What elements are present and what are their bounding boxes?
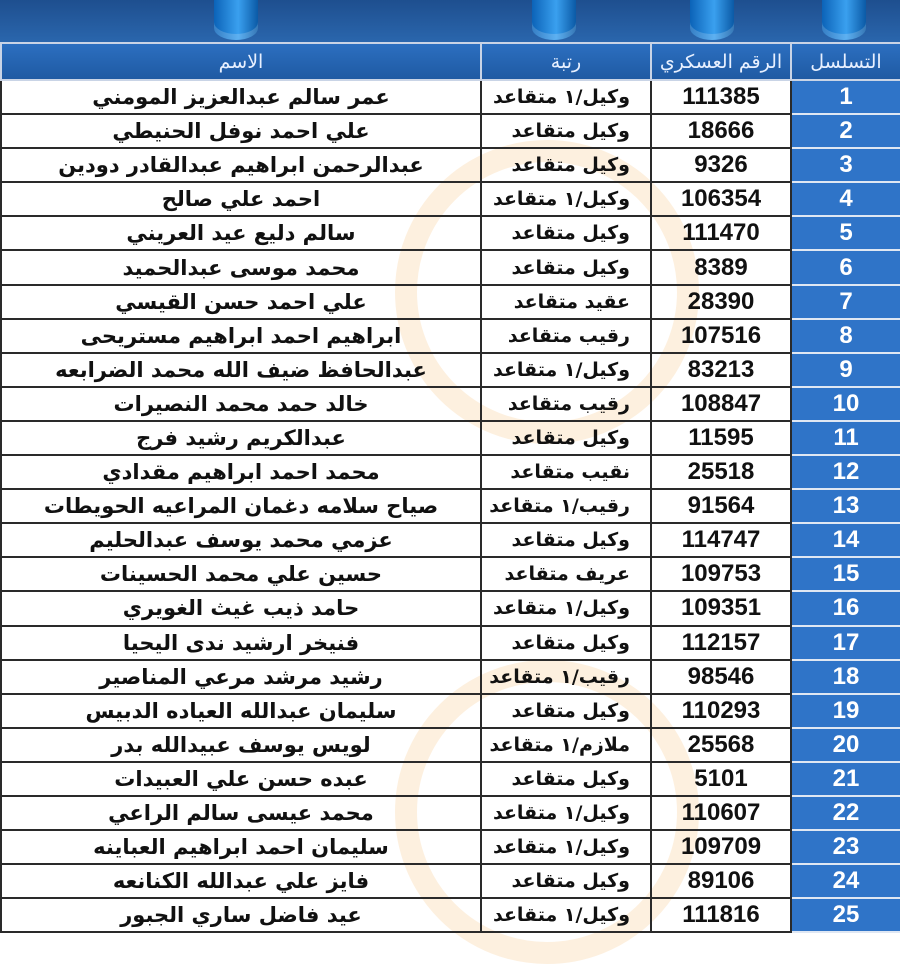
row-name: محمد عيسى سالم الراعي [1, 796, 481, 830]
table-row [1, 762, 900, 796]
table-row [1, 660, 900, 694]
table-row [1, 148, 900, 182]
row-name: فايز علي عبدالله الكنانعه [1, 864, 481, 898]
row-rank: وكيل/١ متقاعد [481, 353, 651, 387]
row-name: صياح سلامه دغمان المراعيه الحويطات [1, 489, 481, 523]
row-sequence: 25 [791, 898, 900, 932]
row-sequence: 9 [791, 353, 900, 387]
row-military-number: 111385 [651, 80, 791, 114]
row-sequence: 17 [791, 626, 900, 660]
table-row [1, 455, 900, 489]
row-rank: وكيل متقاعد [481, 626, 651, 660]
row-rank: وكيل متقاعد [481, 694, 651, 728]
table-row [1, 80, 900, 114]
row-name: حسين علي محمد الحسينات [1, 557, 481, 591]
row-name: حامد ذيب غيث الغويري [1, 591, 481, 625]
row-sequence: 3 [791, 148, 900, 182]
row-military-number: 111470 [651, 216, 791, 250]
table-row [1, 523, 900, 557]
row-sequence: 22 [791, 796, 900, 830]
row-military-number: 8389 [651, 250, 791, 284]
column-header-name: الاسم [1, 43, 481, 80]
row-name: عيد فاضل ساري الجبور [1, 898, 481, 932]
row-sequence: 18 [791, 660, 900, 694]
row-name: عبدالرحمن ابراهيم عبدالقادر دودين [1, 148, 481, 182]
table-row [1, 421, 900, 455]
row-military-number: 11595 [651, 421, 791, 455]
table-row [1, 557, 900, 591]
row-rank: وكيل متقاعد [481, 216, 651, 250]
row-rank: وكيل/١ متقاعد [481, 898, 651, 932]
row-rank: وكيل متقاعد [481, 148, 651, 182]
row-sequence: 11 [791, 421, 900, 455]
row-name: خالد حمد محمد النصيرات [1, 387, 481, 421]
table-row [1, 114, 900, 148]
row-name: سليمان عبدالله العياده الدبيس [1, 694, 481, 728]
table-row [1, 387, 900, 421]
row-military-number: 109753 [651, 557, 791, 591]
row-sequence: 13 [791, 489, 900, 523]
row-rank: وكيل/١ متقاعد [481, 182, 651, 216]
row-military-number: 111816 [651, 898, 791, 932]
table-row [1, 285, 900, 319]
header-decoration [214, 0, 258, 40]
row-sequence: 2 [791, 114, 900, 148]
row-sequence: 21 [791, 762, 900, 796]
table-row [1, 591, 900, 625]
column-header-number: الرقم العسكري [651, 43, 791, 80]
row-sequence: 5 [791, 216, 900, 250]
row-sequence: 7 [791, 285, 900, 319]
row-military-number: 98546 [651, 660, 791, 694]
row-name: رشيد مرشد مرعي المناصير [1, 660, 481, 694]
header-banner [0, 0, 900, 42]
row-rank: وكيل متقاعد [481, 421, 651, 455]
row-name: فنيخر ارشيد ندى اليحيا [1, 626, 481, 660]
row-rank: وكيل/١ متقاعد [481, 830, 651, 864]
row-rank: رقيب/١ متقاعد [481, 660, 651, 694]
row-sequence: 23 [791, 830, 900, 864]
row-name: لويس يوسف عبيدالله بدر [1, 728, 481, 762]
personnel-table [0, 42, 900, 933]
row-sequence: 15 [791, 557, 900, 591]
table-row [1, 250, 900, 284]
table-row [1, 694, 900, 728]
row-name: عمر سالم عبدالعزيز المومني [1, 80, 481, 114]
row-rank: عقيد متقاعد [481, 285, 651, 319]
header-decoration [822, 0, 866, 40]
row-rank: وكيل/١ متقاعد [481, 80, 651, 114]
row-sequence: 8 [791, 319, 900, 353]
table-row [1, 898, 900, 932]
table-row [1, 728, 900, 762]
row-rank: وكيل متقاعد [481, 250, 651, 284]
row-rank: وكيل متقاعد [481, 864, 651, 898]
row-military-number: 25518 [651, 455, 791, 489]
row-name: محمد موسى عبدالحميد [1, 250, 481, 284]
row-sequence: 1 [791, 80, 900, 114]
row-military-number: 110293 [651, 694, 791, 728]
row-name: محمد احمد ابراهيم مقدادي [1, 455, 481, 489]
row-military-number: 114747 [651, 523, 791, 557]
row-name: ابراهيم احمد ابراهيم مستريحى [1, 319, 481, 353]
row-rank: ملازم/١ متقاعد [481, 728, 651, 762]
row-name: علي احمد نوفل الحنيطي [1, 114, 481, 148]
row-rank: رقيب متقاعد [481, 319, 651, 353]
row-military-number: 83213 [651, 353, 791, 387]
row-military-number: 89106 [651, 864, 791, 898]
row-military-number: 107516 [651, 319, 791, 353]
table-row [1, 319, 900, 353]
row-name: سالم دليع عيد العريني [1, 216, 481, 250]
row-rank: نقيب متقاعد [481, 455, 651, 489]
row-military-number: 106354 [651, 182, 791, 216]
row-military-number: 112157 [651, 626, 791, 660]
row-military-number: 110607 [651, 796, 791, 830]
table-row [1, 489, 900, 523]
row-rank: وكيل متقاعد [481, 762, 651, 796]
row-military-number: 5101 [651, 762, 791, 796]
row-sequence: 16 [791, 591, 900, 625]
row-rank: وكيل/١ متقاعد [481, 591, 651, 625]
table-row [1, 864, 900, 898]
row-military-number: 18666 [651, 114, 791, 148]
row-rank: وكيل متقاعد [481, 523, 651, 557]
row-rank: عريف متقاعد [481, 557, 651, 591]
column-header-rank: رتبة [481, 43, 651, 80]
row-sequence: 12 [791, 455, 900, 489]
row-sequence: 10 [791, 387, 900, 421]
header-decoration [690, 0, 734, 40]
table-row [1, 216, 900, 250]
row-sequence: 19 [791, 694, 900, 728]
row-sequence: 14 [791, 523, 900, 557]
row-sequence: 4 [791, 182, 900, 216]
table-header-row [1, 43, 900, 80]
row-name: سليمان احمد ابراهيم العباينه [1, 830, 481, 864]
row-sequence: 20 [791, 728, 900, 762]
row-rank: وكيل/١ متقاعد [481, 796, 651, 830]
row-military-number: 28390 [651, 285, 791, 319]
row-sequence: 24 [791, 864, 900, 898]
header-decoration [532, 0, 576, 40]
row-military-number: 25568 [651, 728, 791, 762]
row-name: عبدالحافظ ضيف الله محمد الضرابعه [1, 353, 481, 387]
row-rank: رقيب/١ متقاعد [481, 489, 651, 523]
table-row [1, 796, 900, 830]
row-military-number: 109351 [651, 591, 791, 625]
row-military-number: 9326 [651, 148, 791, 182]
row-name: احمد علي صالح [1, 182, 481, 216]
table-row [1, 626, 900, 660]
table-row [1, 353, 900, 387]
row-name: عبده حسن علي العبيدات [1, 762, 481, 796]
row-rank: وكيل متقاعد [481, 114, 651, 148]
table-row [1, 830, 900, 864]
row-military-number: 91564 [651, 489, 791, 523]
row-sequence: 6 [791, 250, 900, 284]
column-header-seq: التسلسل [791, 43, 900, 80]
row-rank: رقيب متقاعد [481, 387, 651, 421]
row-name: عزمي محمد يوسف عبدالحليم [1, 523, 481, 557]
table-row [1, 182, 900, 216]
row-name: عبدالكريم رشيد فرج [1, 421, 481, 455]
row-name: علي احمد حسن القيسي [1, 285, 481, 319]
row-military-number: 109709 [651, 830, 791, 864]
row-military-number: 108847 [651, 387, 791, 421]
